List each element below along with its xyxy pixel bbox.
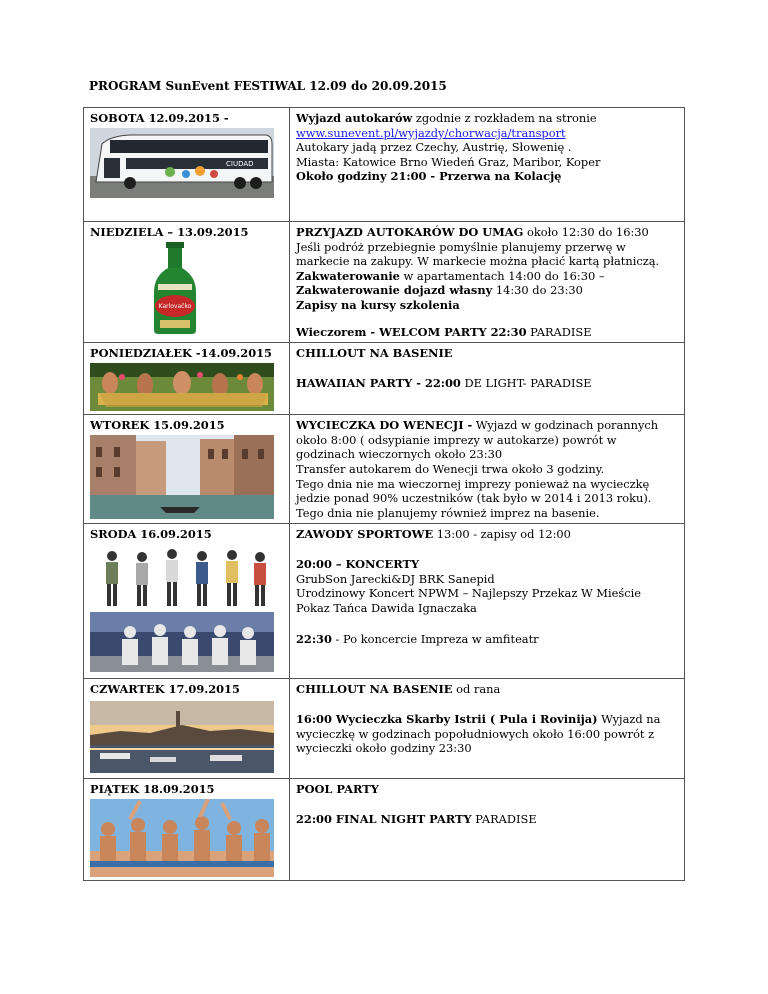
final-party-place: PARADISE: [471, 811, 537, 826]
own-transport-heading: Zakwaterowanie dojazd własny: [296, 283, 493, 298]
venice-trip-text: Wyjazd w godzinach porannych około 8:00 ( odsypianie imprezy w autokarze) powrót w godzinach wieczornych około 23:30: [296, 418, 659, 462]
program-cell: [290, 779, 685, 881]
day-cell: [84, 679, 290, 779]
istria-trip-text: Wyjazd na wycieczkę w godzinach popołudniowych około 16:00 powrót z wycieczki około godziny 23:30: [296, 711, 661, 756]
day-cell: [84, 108, 290, 222]
bus-photo: [90, 128, 274, 198]
artists-photo: [90, 548, 274, 610]
hawaiian-party-heading: HAWAIIAN PARTY - 22:00: [296, 375, 461, 390]
shopping-text: Jeśli podróż przebiegnie pomyślnie planujemy przerwę w markecie na zakupy. W markecie można płacić kartą płatniczą.: [296, 239, 660, 269]
concert-artists: GrubSon Jarecki&DJ BRK Sanepid: [296, 571, 495, 586]
program-cell: [290, 679, 685, 779]
table-row: [84, 779, 685, 881]
sports-heading: ZAWODY SPORTOWE: [296, 527, 434, 542]
transfer-text: Transfer autokarem do Wenecji trwa około 3 godziny.: [296, 461, 605, 476]
final-party-heading: 22:00 FINAL NIGHT PARTY: [296, 811, 472, 826]
accommodation-heading: Zakwaterowanie: [296, 268, 400, 283]
pool-party-photo: [90, 799, 274, 877]
welcome-party-heading: Wieczorem - WELCOM PARTY 22:30: [296, 324, 527, 339]
day-label: PIĄTEK 18.09.2015: [90, 782, 215, 797]
hawaiian-party-place: DE LIGHT- PARADISE: [460, 375, 592, 390]
day-label: PONIEDZIAŁEK -14.09.2015: [90, 346, 272, 361]
no-pool-text: Tego dnia nie planujemy również imprez na basenie.: [296, 505, 600, 520]
pool-party-heading: POOL PARTY: [296, 782, 379, 797]
departure-text: zgodnie z rozkładem na stronie: [412, 111, 597, 125]
table-row: [84, 524, 685, 679]
thu-chillout-text: od rana: [452, 682, 501, 697]
table-row: [84, 108, 685, 222]
concerts-heading: 20:00 – KONCERTY: [296, 556, 420, 571]
cities-text: Miasta: Katowice Brno Wiedeń Graz, Maribor, Koper: [296, 154, 601, 169]
program-cell: [290, 108, 685, 222]
program-table: [83, 107, 685, 881]
sports-time: 13:00 - zapisy od 12:00: [433, 527, 571, 542]
day-label: WTOREK 15.09.2015: [90, 418, 225, 433]
after-party-text: - Po koncercie Impreza w amfiteatr: [331, 632, 539, 647]
day-label: SOBOTA 12.09.2015 -: [90, 111, 229, 125]
dinner-text: Około godziny 21:00 - Przerwa na Kolację: [296, 169, 562, 184]
hawaiian-dancers-photo: [90, 363, 274, 411]
table-row: [84, 222, 685, 343]
day-cell: [84, 415, 290, 524]
venice-trip-heading: WYCIECZKA DO WENECJI -: [296, 418, 473, 433]
own-transport-time: 14:30 do 23:30: [492, 283, 583, 298]
day-cell: [84, 779, 290, 881]
venice-canal-photo: [90, 435, 274, 519]
istria-trip-heading: 16:00 Wycieczka Skarby Istrii ( Pula i Rovinija): [296, 711, 598, 726]
day-cell: [84, 524, 290, 679]
courses-text: Zapisy na kursy szkolenia: [296, 297, 460, 312]
concert-npwm: Urodzinowy Koncert NPWM – Najlepszy Przekaz W Mieście: [296, 586, 641, 601]
table-row: [84, 679, 685, 779]
day-label: CZWARTEK 17.09.2015: [90, 682, 240, 697]
transport-link[interactable]: www.sunevent.pl/wyjazdy/chorwacja/transport: [296, 125, 566, 140]
page-title: PROGRAM SunEvent FESTIWAL 12.09 do 20.09.2015: [89, 79, 447, 93]
bus-text: CIUDAD: [226, 159, 254, 168]
arrival-time: około 12:30 do 16:30: [523, 225, 649, 239]
welcome-party-place: PARADISE: [526, 324, 592, 339]
day-label: SRODA 16.09.2015: [90, 527, 212, 542]
program-cell: [290, 222, 685, 343]
day-cell: [84, 343, 290, 415]
harbor-photo: [90, 701, 274, 773]
after-party-time: 22:30: [296, 632, 332, 647]
departure-heading: Wyjazd autokarów: [296, 111, 413, 125]
bottle-label: Karlovačko: [158, 302, 192, 310]
day-label: NIEDZIELA – 13.09.2015: [90, 225, 249, 239]
dance-show: Pokaz Tańca Dawida Ignaczaka: [296, 600, 477, 615]
chillout-heading: CHILLOUT NA BASENIE: [296, 346, 453, 361]
accommodation-time: w apartamentach 14:00 do 16:30 –: [399, 268, 605, 283]
arrival-heading: PRZYJAZD AUTOKARÓW DO UMAG: [296, 225, 524, 239]
route-text: Autokary jadą przez Czechy, Austrię, Słowenię .: [296, 140, 572, 155]
program-cell: [290, 343, 685, 415]
program-cell: [290, 415, 685, 524]
band-photo: [90, 612, 274, 672]
day-cell: [84, 222, 290, 343]
program-cell: [290, 524, 685, 679]
table-row: [84, 415, 685, 524]
table-row: [84, 343, 685, 415]
thu-chillout-heading: CHILLOUT NA BASENIE: [296, 682, 453, 697]
no-party-text: Tego dnia nie ma wieczornej imprezy ponieważ na wycieczkę jedzie ponad 90% uczestników (tak było w 2014 i 2013 roku).: [296, 476, 652, 506]
beer-bottle-photo: [130, 242, 220, 334]
